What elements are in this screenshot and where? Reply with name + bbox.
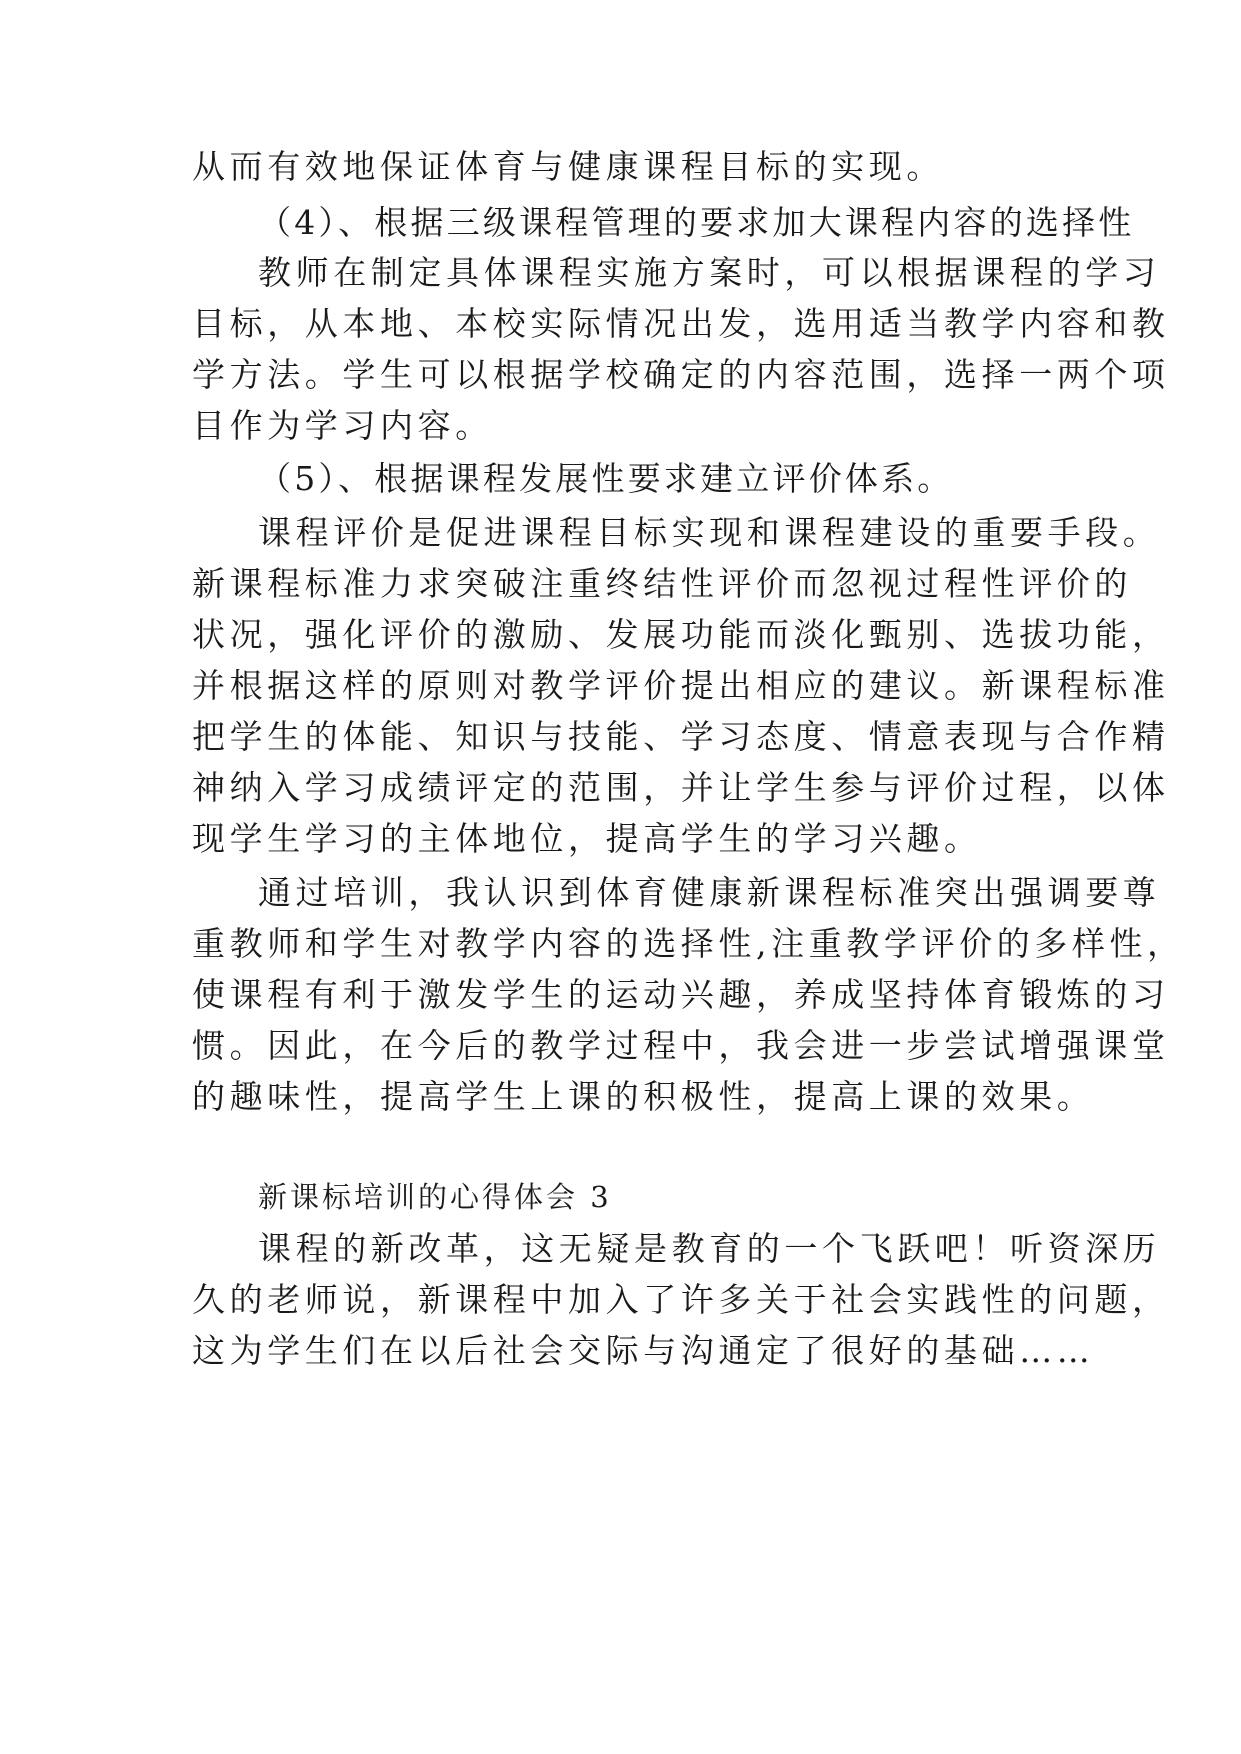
paragraph-line: 新课程标准力求突破注重终结性评价而忽视过程性评价的 xyxy=(192,564,1132,603)
paragraph-line: 神纳入学习成绩评定的范围，并让学生参与评价过程，以体 xyxy=(192,768,1170,807)
paragraph-line: 并根据这样的原则对教学评价提出相应的建议。新课程标准 xyxy=(192,666,1170,705)
paragraph-line: 教师在制定具体课程实施方案时，可以根据课程的学习 xyxy=(258,253,1161,292)
paragraph-line: 把学生的体能、知识与技能、学习态度、情意表现与合作精 xyxy=(192,717,1170,756)
subheading-5: （5）、根据课程发展性要求建立评价体系。 xyxy=(258,459,954,498)
paragraph-line: 久的老师说，新课程中加入了许多关于社会实践性的问题， xyxy=(192,1280,1170,1319)
paragraph-line: 目作为学习内容。 xyxy=(192,406,493,445)
paragraph-line: 现学生学习的主体地位，提高学生的学习兴趣。 xyxy=(192,819,982,858)
paragraph-line: 的趣味性，提高学生上课的积极性，提高上课的效果。 xyxy=(192,1077,1095,1116)
paragraph-line: 状况，强化评价的激励、发展功能而淡化甄别、选拔功能， xyxy=(192,615,1170,654)
paragraph-line: 惯。因此，在今后的教学过程中，我会进一步尝试增强课堂 xyxy=(192,1026,1170,1065)
paragraph-line: 从而有效地保证体育与健康课程目标的实现。 xyxy=(192,147,944,186)
paragraph-line: 课程的新改革，这无疑是教育的一个飞跃吧！听资深历 xyxy=(258,1229,1161,1268)
paragraph-line: 这为学生们在以后社会交际与沟通定了很好的基础…… xyxy=(192,1331,1095,1370)
subheading-4: （4）、根据三级课程管理的要求加大课程内容的选择性 xyxy=(258,203,1135,242)
paragraph-line: 课程评价是促进课程目标实现和课程建设的重要手段。 xyxy=(258,513,1161,552)
paragraph-line: 使课程有利于激发学生的运动兴趣，养成坚持体育锻炼的习 xyxy=(192,975,1170,1014)
paragraph-line: 重教师和学生对教学内容的选择性,注重教学评价的多样性， xyxy=(192,924,1185,963)
paragraph-line: 通过培训，我认识到体育健康新课程标准突出强调要尊 xyxy=(258,873,1161,912)
paragraph-line: 学方法。学生可以根据学校确定的内容范围，选择一两个项 xyxy=(192,355,1170,394)
section-title: 新课标培训的心得体会 3 xyxy=(258,1180,612,1214)
paragraph-line: 目标，从本地、本校实际情况出发，选用适当教学内容和教 xyxy=(192,304,1170,343)
